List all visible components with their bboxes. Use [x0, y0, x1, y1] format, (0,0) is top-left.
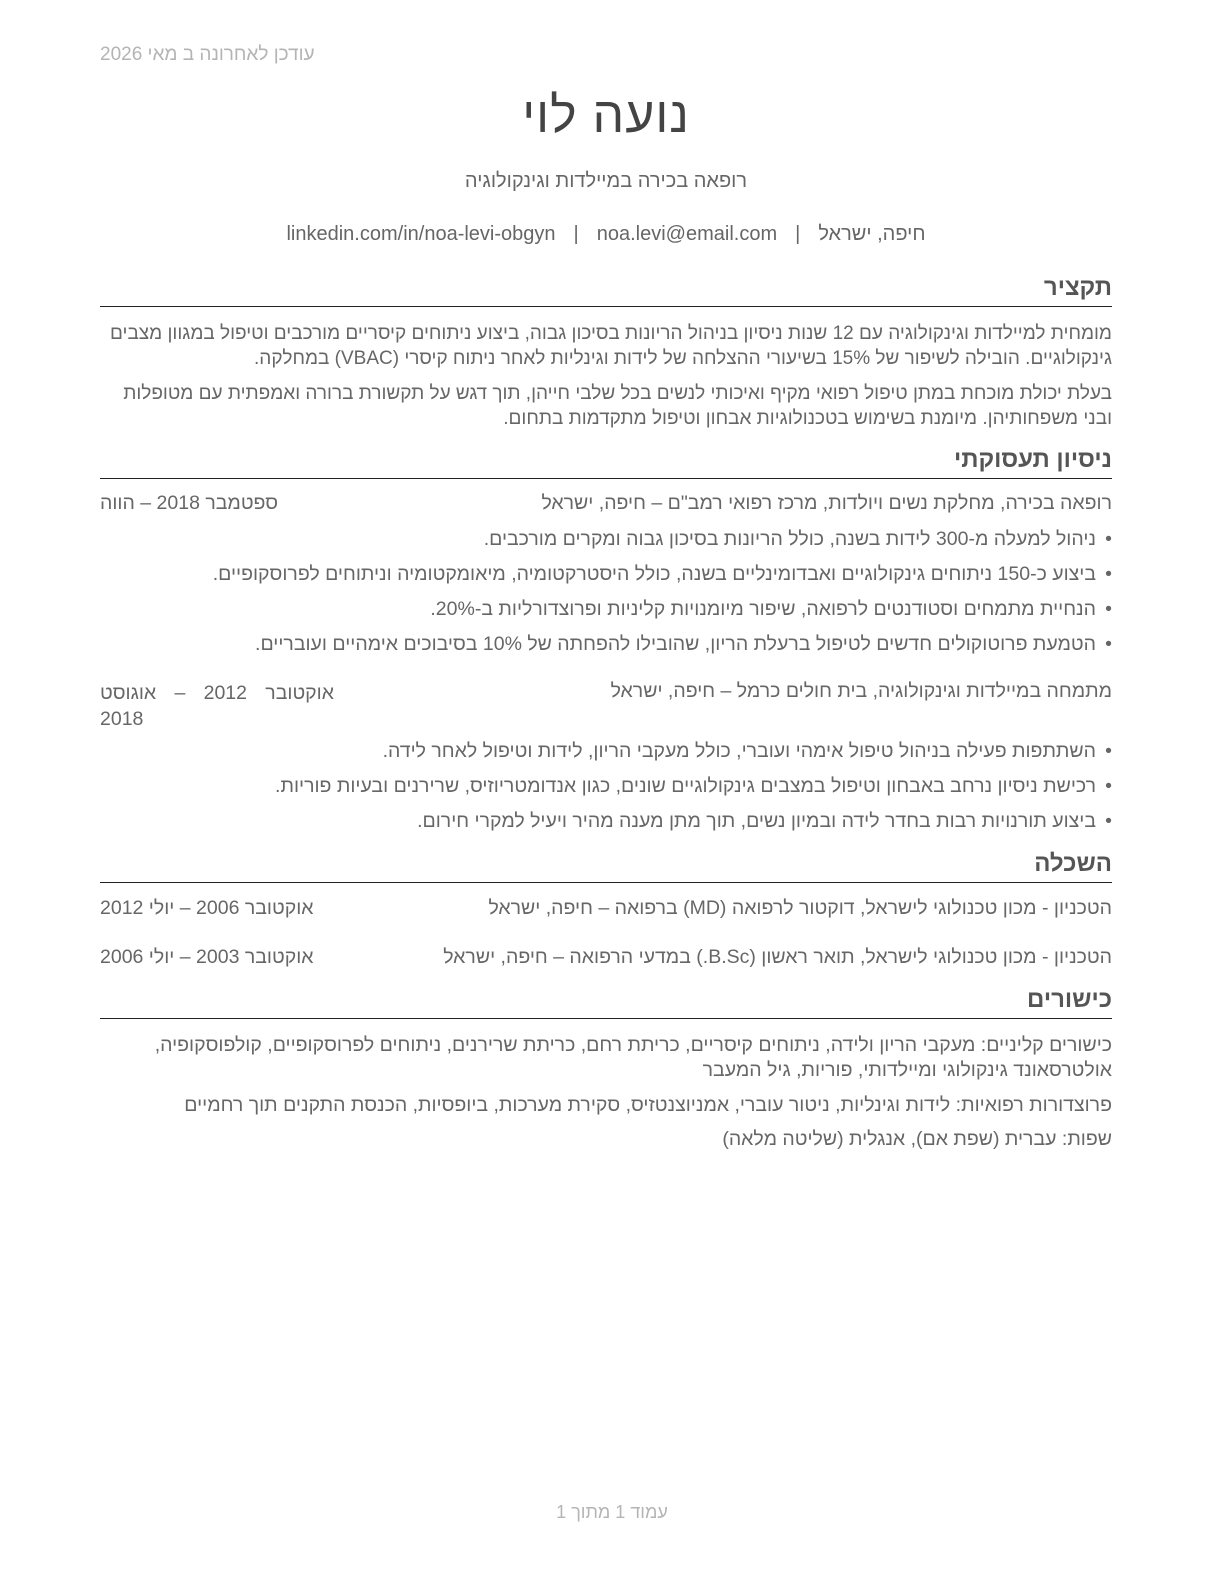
contact-linkedin[interactable]: linkedin.com/in/noa-levi-obgyn	[286, 223, 556, 245]
job-bullet: • הטמעת פרוטוקולים חדשים לטיפול ברעלת הריון, שהובילו להפחתה של 10% בסיבוכים אימהיים ועובריים.	[100, 629, 1112, 664]
last-updated-note: עודכן לאחרונה ב מאי 2026	[100, 44, 315, 65]
education-title: הטכניון - מכון טכנולוגי לישראל, דוקטור לרפואה (MD) ברפואה – חיפה, ישראל	[488, 897, 1112, 919]
education-entry	[100, 946, 1112, 972]
contact-line	[100, 223, 1112, 246]
summary-section	[100, 274, 1112, 431]
education-entry	[100, 897, 1112, 923]
job-bullet: • רכישת ניסיון נרחב באבחון וטיפול במצבים גינקולוגיים שונים, כגון אנדומטריוזיס, שרירנים ובעיות פוריות.	[100, 771, 1112, 806]
job-bullet: • הנחיית מתמחים וסטודנטים לרפואה, שיפור מיומנויות קליניות ופרוצדורליות ב-20%.	[100, 594, 1112, 629]
bullet-dot-icon: •	[1105, 775, 1112, 797]
contact-separator: |	[573, 223, 579, 245]
skills-line: כישורים קליניים: מעקבי הריון ולידה, ניתוחים קיסריים, כריתת רחם, כריתת שרירנים, ניתוחים לפרוסקופיים, קולפוסקופיה, אולטרסאונד גינקולוגי ומיילדותי, פוריות, גיל המעבר	[154, 1034, 1112, 1081]
job-entry	[100, 492, 1112, 664]
summary-paragraph: מומחית למיילדות וגינקולוגיה עם 12 שנות ניסיון בניהול הריונות בסיכון גבוה, ביצוע ניתוחים קיסריים מורכבים וטיפול במגוון מצבים גינקולוגיים. הובילה לשיפור של 15% בשיעורי ההצלחה של לידות וגינליות לאחר ניתוח קיסרי (VBAC) במחלקה.	[110, 323, 1112, 369]
education-heading: השכלה	[100, 850, 1112, 883]
experience-heading: ניסיון תעסוקתי	[100, 446, 1112, 479]
education-section	[100, 850, 1112, 883]
job-bullet: • ביצוע כ-150 ניתוחים גינקולוגיים ואבדומינליים בשנה, כולל היסטרקטומיה, מיאומקטומיה וניתוחים לפרוסקופיים.	[100, 559, 1112, 594]
job-bullet: • ביצוע תורנויות רבות בחדר לידה ובמיון נשים, תוך מתן מענה מהיר ויעיל למקרי חירום.	[100, 806, 1112, 841]
contact-location: חיפה, ישראל	[818, 223, 926, 245]
experience-section	[100, 446, 1112, 479]
contact-separator: |	[795, 223, 801, 245]
summary-paragraph: בעלת יכולת מוכחת במתן טיפול רפואי מקיף ואיכותי לנשים בכל שלבי חייהן, תוך דגש על תקשורת ברורה ואמפתית עם מטופלות ובני משפחותיהן. מיומנת בשימוש בטכנולוגיות אבחון וטיפול מתקדמות בתחום.	[123, 383, 1112, 429]
education-dates: אוקטובר 2003 – יולי 2006	[100, 946, 314, 968]
skills-line: פרוצדורות רפואיות: לידות וגינליות, ניטור עוברי, אמניוצנטזיס, סקירת מערכות, ביופסיות, הכנסת התקנים תוך רחמיים	[184, 1094, 1112, 1116]
candidate-title: רופאה בכירה במיילדות וגינקולוגיה	[464, 170, 748, 192]
summary-heading: תקציר	[100, 274, 1112, 307]
job-title: מתמחה במיילדות וגינקולוגיה, בית חולים כרמל – חיפה, ישראל	[610, 680, 1112, 702]
bullet-dot-icon: •	[1105, 598, 1112, 620]
bullet-dot-icon: •	[1105, 740, 1112, 762]
job-bullet: • ניהול למעלה מ-300 לידות בשנה, כולל הריונות בסיכון גבוה ומקרים מורכבים.	[100, 524, 1112, 559]
bullet-dot-icon: •	[1105, 563, 1112, 585]
skills-section	[100, 986, 1112, 1152]
contact-email[interactable]: noa.levi@email.com	[596, 223, 778, 245]
job-dates: אוקטובר 2012 – אוגוסט 2018	[100, 682, 334, 730]
bullet-dot-icon: •	[1105, 810, 1112, 832]
job-title: רופאה בכירה, מחלקת נשים ויולדות, מרכז רפואי רמב"ם – חיפה, ישראל	[541, 492, 1112, 514]
job-bullet: • השתתפות פעילה בניהול טיפול אימהי ועוברי, כולל מעקבי הריון, לידות וטיפול לאחר לידה.	[100, 736, 1112, 771]
job-entry	[100, 680, 1112, 841]
skills-line: שפות: עברית (שפת אם), אנגלית (שליטה מלאה)	[722, 1128, 1112, 1150]
job-dates: ספטמבר 2018 – הווה	[100, 492, 279, 514]
skills-heading: כישורים	[100, 986, 1112, 1019]
education-title: הטכניון - מכון טכנולוגי לישראל, תואר ראשון (B.Sc.) במדעי הרפואה – חיפה, ישראל	[443, 946, 1112, 968]
page-number: עמוד 1 מתוך 1	[556, 1502, 668, 1522]
resume-page	[100, 0, 1112, 1584]
education-dates: אוקטובר 2006 – יולי 2012	[100, 897, 314, 919]
bullet-dot-icon: •	[1105, 633, 1112, 655]
candidate-name: נועה לוי	[522, 87, 690, 143]
bullet-dot-icon: •	[1105, 528, 1112, 550]
